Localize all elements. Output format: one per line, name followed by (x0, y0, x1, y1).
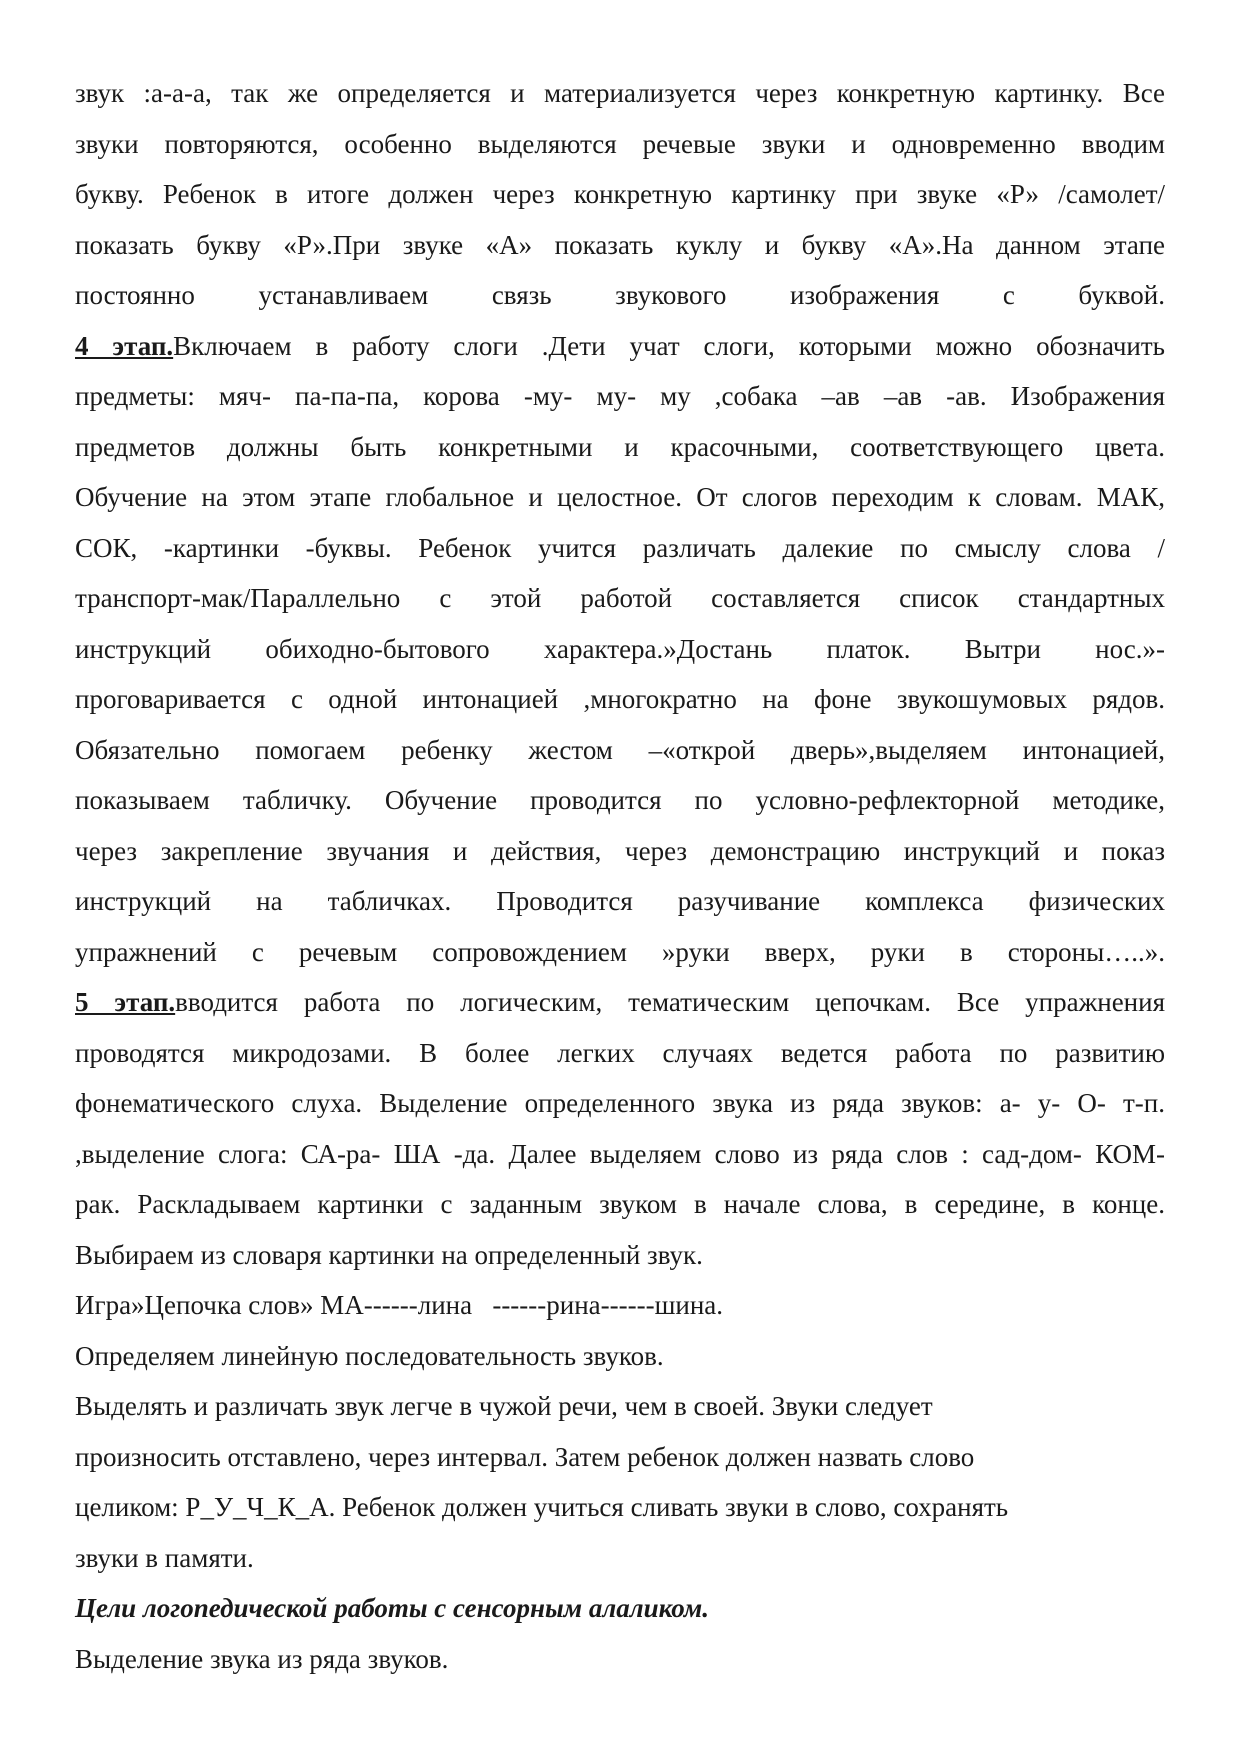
text-line: показать букву «Р».При звуке «А» показать куклу и букву «А».На данном этапе (75, 229, 1165, 260)
text-line: Обязательно помогаем ребенку жестом –«открой дверь»,выделяем интонацией, (75, 734, 1165, 765)
text-line: фонематического слуха. Выделение определенного звука из ряда звуков: а- у- О- т-п. (75, 1088, 1165, 1118)
text-line: Обучение на этом этапе глобальное и целостное. От слогов переходим к словам. МАК, (75, 482, 1165, 512)
text-line: Выбираем из словаря картинки на определенный звук. (75, 1239, 703, 1270)
stage-5-line (75, 977, 1165, 1028)
text-line: СОК, -картинки -буквы. Ребенок учится различать далекие по смыслу слова / (75, 532, 1165, 563)
document-page (75, 68, 1165, 1684)
text-line: Определяем линейную последовательность звуков. (75, 1340, 664, 1371)
text-line: упражнений с речевым сопровождением »руки вверх, руки в стороны…..». (75, 936, 1165, 967)
stage-5-label: 5 этап. (75, 987, 176, 1017)
text-line: Выделять и различать звук легче в чужой речи, чем в своей. Звуки следует (75, 1391, 933, 1421)
text-line: звуки в памяти. (75, 1542, 254, 1573)
text-line: предметов должны быть конкретными и красочными, соответствующего цвета. (75, 431, 1165, 462)
text-line: показываем табличку. Обучение проводится по условно-рефлекторной методике, (75, 785, 1165, 815)
stage-4-label: 4 этап. (75, 330, 174, 361)
game-line: Игра»Цепочка слов» МА------лина ------рина------шина. (75, 1290, 724, 1320)
text-line: звуки повторяются, особенно выделяются речевые звуки и одновременно вводим (75, 128, 1165, 159)
text-line: ,выделение слога: СА-ра- ША -да. Далее выделяем слово из ряда слов : сад-дом- КОМ- (75, 1138, 1165, 1169)
text-line: звук :а-а-а, так же определяется и материализуется через конкретную картинку. Все (75, 78, 1165, 108)
stage-4-text: Включаем в работу слоги .Дети учат слоги, которыми можно обозначить (173, 330, 1165, 361)
text-line: через закрепление звучания и действия, через демонстрацию инструкций и показ (75, 835, 1165, 866)
text-line: предметы: мяч- па-па-па, корова -му- му- му ,собака –ав –ав -ав. Изображения (75, 381, 1165, 411)
stage-5-text: вводится работа по логическим, тематическим цепочкам. Все упражнения (175, 987, 1166, 1017)
text-line: целиком: Р_У_Ч_К_А. Ребенок должен учиться сливать звуки в слово, сохранять (75, 1492, 1009, 1522)
text-line: проговаривается с одной интонацией ,многократно на фоне звукошумовых рядов. (75, 684, 1165, 714)
text-line: произносить отставлено, через интервал. Затем ребенок должен назвать слово (75, 1441, 975, 1472)
text-line: транспорт-мак/Параллельно с этой работой составляется список стандартных (75, 583, 1165, 613)
text-line: инструкций обиходно-бытового характера.»Достань платок. Вытри нос.»- (75, 633, 1165, 664)
text-line: рак. Раскладываем картинки с заданным звуком в начале слова, в середине, в конце. (75, 1189, 1165, 1219)
text-line: букву. Ребенок в итоге должен через конкретную картинку при звуке «Р» /самолет/ (75, 179, 1165, 209)
text-line: Выделение звука из ряда звуков. (75, 1643, 449, 1674)
stage-4-line (75, 321, 1165, 372)
text-line: проводятся микродозами. В более легких случаях ведется работа по развитию (75, 1037, 1165, 1068)
goals-heading: Цели логопедической работы с сенсорным алаликом. (75, 1593, 710, 1623)
text-line: инструкций на табличках. Проводится разучивание комплекса физических (75, 886, 1165, 916)
text-line: постоянно устанавливаем связь звукового изображения с буквой. (75, 280, 1165, 310)
